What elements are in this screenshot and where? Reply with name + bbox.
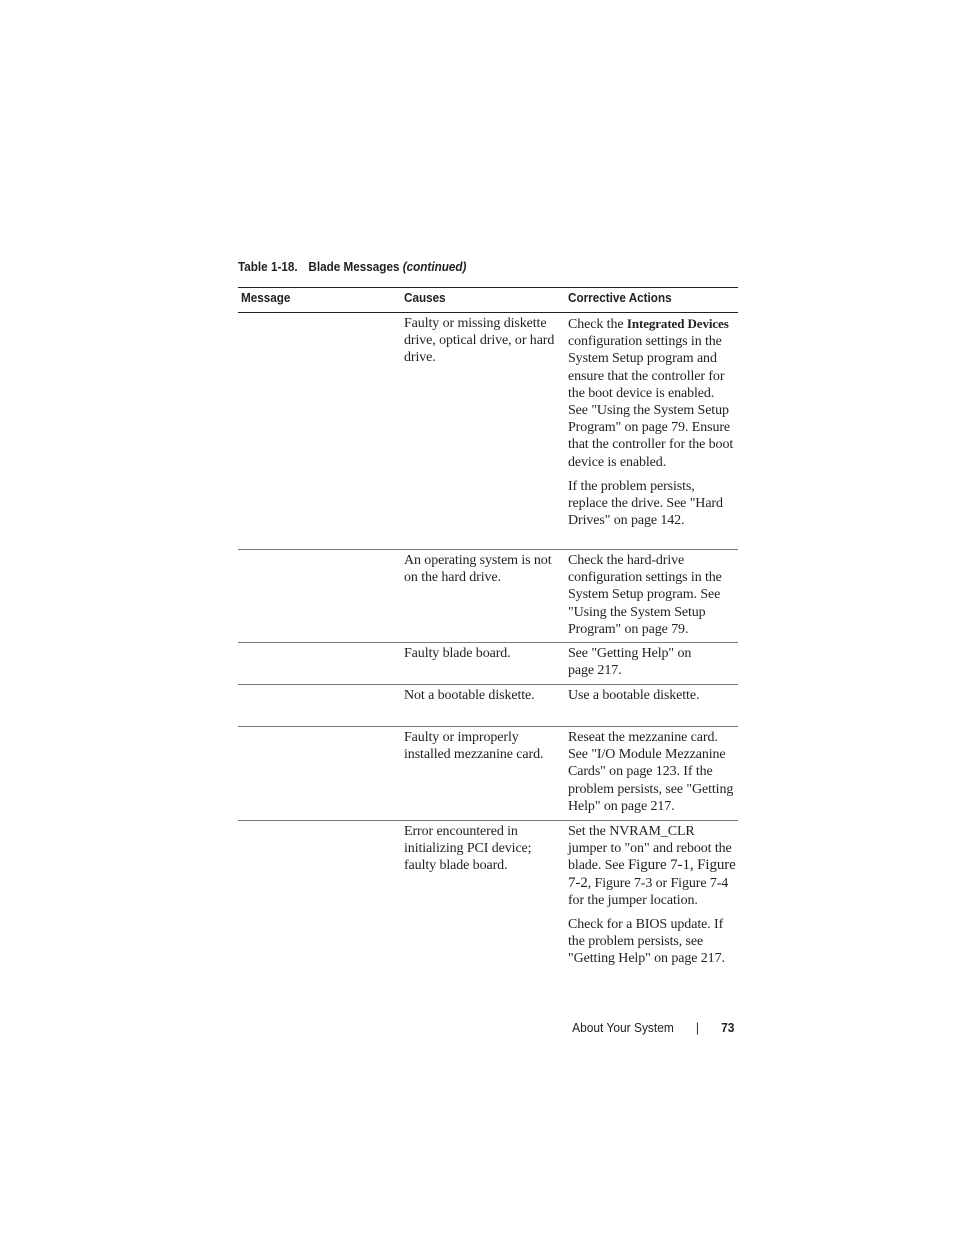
page-number: 73 [720, 1020, 734, 1035]
action-text: Use a bootable diskette. [568, 688, 700, 703]
causes-cell [404, 645, 562, 662]
footer-separator: | [695, 1020, 699, 1035]
table-number: Table 1-18. [238, 259, 298, 274]
causes-text: An operating system is not on the hard drive. [404, 553, 552, 586]
table-row [238, 550, 738, 643]
actions-cell [568, 315, 736, 529]
action-text: Reseat the mezzanine card. See "I/O Module Mezzanine Cards" on page 123. If the problem persists, see "Getting Help" on page 217. [568, 730, 734, 814]
action-text: Check the Integrated Devices configuration settings in the System Setup program and ensure that the controller for the boot device is enabled. See "Using the System Setup Program" on page 79. Ensure that the controller for the boot device is enabled. [568, 316, 734, 470]
page-footer [572, 1020, 734, 1035]
causes-cell [404, 729, 562, 763]
table-row [238, 821, 738, 986]
action-text: Check for a BIOS update. If the problem persists, see "Getting Help" on page 217. [568, 917, 725, 967]
table-row [238, 643, 738, 685]
causes-text: Faulty or improperly installed mezzanine card. [404, 730, 544, 763]
table-row [238, 685, 738, 727]
actions-cell [568, 645, 708, 679]
causes-cell [404, 823, 562, 875]
action-text: Check the hard-drive configuration settings in the System Setup program. See "Using the System Setup Program" on page 79. [568, 553, 722, 637]
actions-cell [568, 823, 736, 968]
table-row [238, 313, 738, 550]
action-text: If the problem persists, replace the drive. See "Hard Drives" on page 142. [568, 478, 723, 529]
footer-section-title: About Your System [571, 1020, 674, 1035]
causes-cell [404, 687, 562, 704]
causes-cell [404, 315, 562, 367]
causes-text: Not a bootable diskette. [404, 688, 535, 703]
header-corrective-actions: Corrective Actions [568, 290, 672, 305]
table-continued: (continued) [402, 259, 467, 274]
header-message: Message [241, 290, 291, 305]
actions-cell [568, 729, 736, 815]
causes-text: Error encountered in initializing PCI device; faulty blade board. [404, 824, 532, 874]
action-text: See "Getting Help" on page 217. [568, 646, 692, 679]
table-row [238, 727, 738, 821]
actions-cell [568, 552, 736, 638]
actions-cell [568, 687, 736, 704]
blade-messages-table [238, 287, 738, 986]
causes-text: Faulty or missing diskette drive, optical drive, or hard drive. [404, 316, 555, 366]
table-header-row [238, 288, 738, 313]
causes-cell [404, 552, 562, 586]
action-text: Set the NVRAM_CLR jumper to "on" and reboot the blade. See Figure 7-1, Figure 7-2, Figure 7-3 or Figure 7-4 for the jumper location. [568, 824, 736, 908]
header-causes: Causes [404, 290, 446, 305]
table-title: Blade Messages [308, 259, 400, 274]
causes-text: Faulty blade board. [404, 646, 511, 661]
table-caption [238, 259, 466, 274]
